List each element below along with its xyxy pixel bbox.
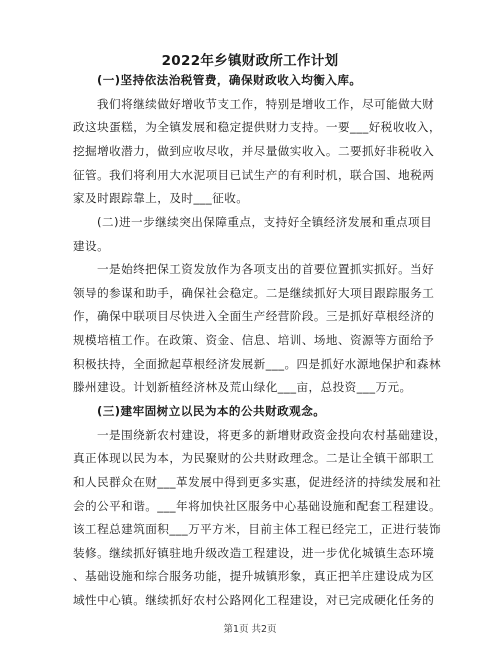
paragraph-line: 真正体现以民为本，为民聚财的公共财政理念。二是让全镇干部职工 (73, 451, 435, 466)
paragraph-line: 和人民群众在财___革发展中得到更多实惠，促进经济的持续发展和社 (73, 474, 442, 489)
document-title: 2022年乡镇财政所工作计划 (161, 53, 339, 69)
paragraph-line: 会的公平和谐。___年将加快社区服务中心基础设施和配套工程建设。 (73, 498, 442, 513)
paragraph-line: 领导的参谋和助手，确保社会稳定。二是继续抓好大项目跟踪服务工 (73, 285, 435, 300)
paragraph-line: 该工程总建筑面积___万平方米，目前主体工程已经完工，正进行装饰 (73, 522, 442, 537)
paragraph-line: 征管。我们将利用大水泥项目已试生产的有利时机，联合国、地税两 (73, 167, 435, 182)
paragraph-line: 政这块蛋糕，为全镇发展和稳定提供财力支持。一要___好税收收入， (73, 120, 442, 135)
paragraph-line: 一是围绕新农村建设，将更多的新增财政资金投向农村基础建设， (97, 427, 447, 442)
paragraph-line: 建设。 (73, 238, 110, 253)
paragraph-line: 一是始终把保工资发放作为各项支出的首要位置抓实抓好。当好 (97, 262, 435, 277)
paragraph-line: 、基础设施和综合服务功能，提升城镇形象，真正把羊庄建设成为区 (73, 569, 435, 584)
paragraph-line: 积极扶持，全面掀起草根经济发展新___。四是抓好水源地保护和森林 (73, 356, 442, 371)
paragraph-line: 装修。继续抓好镇驻地升级改造工程建设，进一步优化城镇生态环境 (73, 545, 435, 560)
section-heading: (三)建牢固树立以民为本的公共财政观念。 (97, 403, 326, 418)
page-footer: 第1页 共2页 (223, 624, 277, 635)
paragraph-line: (二)进一步继续突出保障重点，支持好全镇经济发展和重点项目 (97, 214, 433, 229)
section-heading: (一)坚持依法治税管费，确保财政收入均衡入库。 (97, 73, 362, 87)
paragraph-line: 作，确保中联项目尽快进入全面生产经营阶段。三是抓好草根经济的 (73, 309, 435, 324)
paragraph-line: 滕州建设。计划新植经济林及荒山绿化___亩，总投资___万元。 (73, 380, 412, 395)
paragraph-line: 挖掘增收潜力，做到应收尽收，并尽量做实收入。二要抓好非税收入 (73, 143, 435, 158)
paragraph-line: 规模培植工作。在政策、资金、信息、培训、场地、资源等方面给予 (73, 333, 435, 347)
paragraph-line: 我们将继续做好增收节支工作，特别是增收工作，尽可能做大财 (97, 96, 435, 111)
paragraph-line: 家及时跟踪靠上，及时___征收。 (73, 191, 249, 206)
paragraph-line: 域性中心镇。继续抓好农村公路网化工程建设，对已完成硬化任务的 (73, 593, 435, 607)
